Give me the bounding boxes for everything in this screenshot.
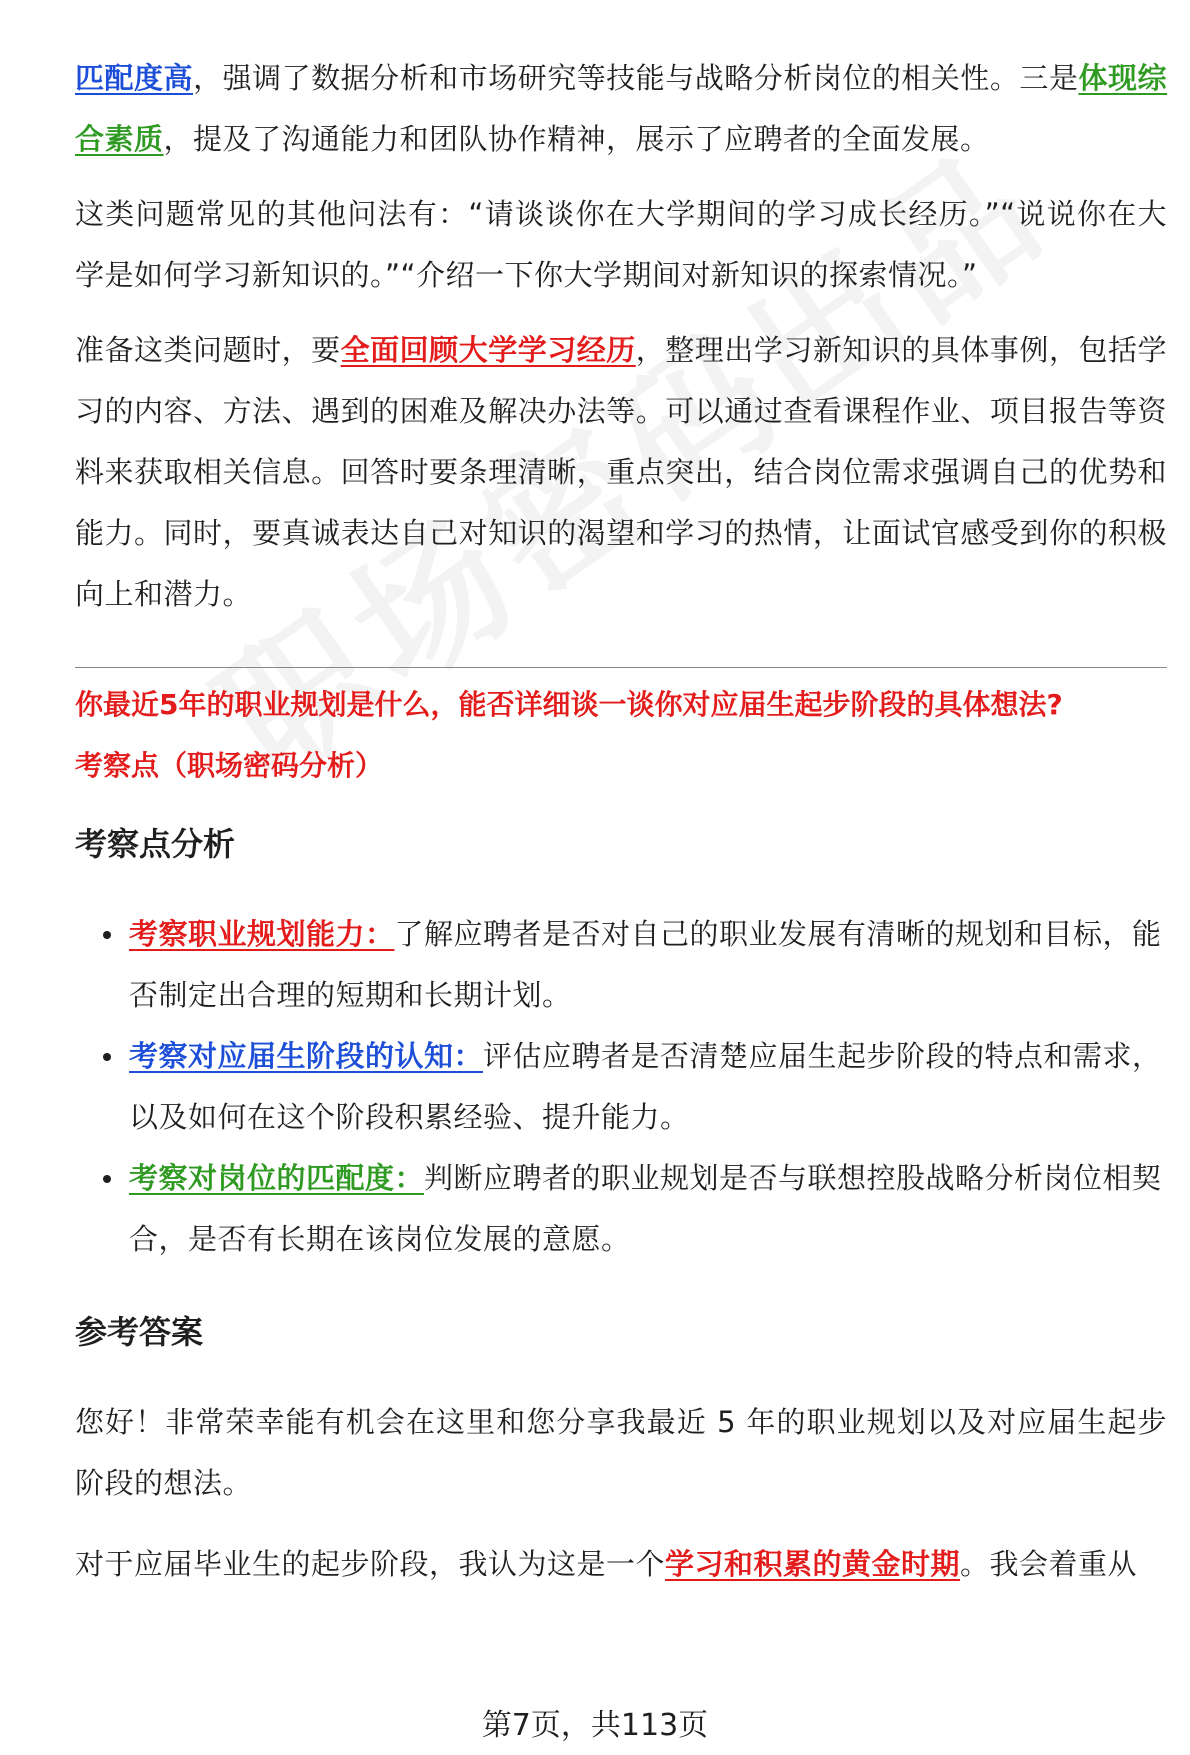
page-number: 第7页，共113页 <box>481 1708 709 1743</box>
paragraph-text: ，整理出学习新知识的具体事例，包括学习的内容、方法、遇到的困难及解决办法等。可以通过查看课程作业、项目报告等资料来获取相关信息。回答时要条理清晰，重点突出，结合岗位需求强调自己的优势和能力。同时，要真诚表达自己对知识的渴望和学习的热情，让面试官感受到你的积极向上和潜力。 <box>75 333 1167 611</box>
paragraph-text: 准备这类问题时，要 <box>75 333 341 367</box>
highlight-review: 全面回顾大学学习经历 <box>340 333 636 367</box>
paragraph-match <box>75 48 1167 170</box>
list-item <box>129 1026 1167 1148</box>
paragraph-text: ，提及了沟通能力和团队协作精神，展示了应聘者的全面发展。 <box>163 122 990 156</box>
paragraph-start-stage <box>75 1534 1167 1595</box>
paragraph-other-questions: 这类问题常见的其他问法有：“请谈谈你在大学期间的学习成长经历。”“说说你在大学是如何学习新知识的。”“介绍一下你大学期间对新知识的探索情况。” <box>75 197 1167 292</box>
point-text: 评估应聘者是否清楚应届生起步阶段的特点和需求，以及如何在这个阶段积累经验、提升能力。 <box>129 1039 1162 1134</box>
point-label: 考察对岗位的匹配度： <box>129 1161 425 1195</box>
question-subtitle: 考察点（职场密码分析） <box>75 749 384 782</box>
answer-heading: 参考答案 <box>75 1313 204 1351</box>
analysis-heading: 考察点分析 <box>75 825 236 863</box>
paragraph-text: ，强调了数据分析和市场研究等技能与战略分析岗位的相关性。三是 <box>193 61 1079 95</box>
bullet-icon <box>103 1175 111 1183</box>
list-item <box>129 1148 1167 1270</box>
bullet-icon <box>103 1053 111 1061</box>
point-label: 考察职业规划能力： <box>129 917 395 951</box>
highlight-golden-period: 学习和积累的黄金时期 <box>665 1547 961 1581</box>
question-title: 你最近5年的职业规划是什么，能否详细谈一谈你对应届生起步阶段的具体想法? <box>75 688 1063 721</box>
document-body <box>75 40 1167 1595</box>
paragraph-text: 。我会着重从 <box>960 1547 1138 1581</box>
point-text: 了解应聘者是否对自己的职业发展有清晰的规划和目标，能否制定出合理的短期和长期计划。 <box>129 917 1162 1012</box>
paragraph-preparation <box>75 320 1167 625</box>
paragraph-text: 对于应届毕业生的起步阶段，我认为这是一个 <box>75 1547 666 1581</box>
bullet-icon <box>103 931 111 939</box>
point-text: 判断应聘者的职业规划是否与联想控股战略分析岗位相契合，是否有长期在该岗位发展的意愿。 <box>129 1161 1162 1256</box>
section-divider <box>75 667 1167 668</box>
highlight-match: 匹配度高 <box>75 61 194 95</box>
highlight-quality: 体现综合素质 <box>75 61 1167 156</box>
analysis-list <box>75 904 1167 1270</box>
point-label: 考察对应届生阶段的认知： <box>129 1039 484 1073</box>
list-item <box>129 904 1167 1026</box>
paragraph-greeting: 您好！非常荣幸能有机会在这里和您分享我最近 5 年的职业规划以及对应届生起步阶段的想法。 <box>75 1405 1167 1500</box>
